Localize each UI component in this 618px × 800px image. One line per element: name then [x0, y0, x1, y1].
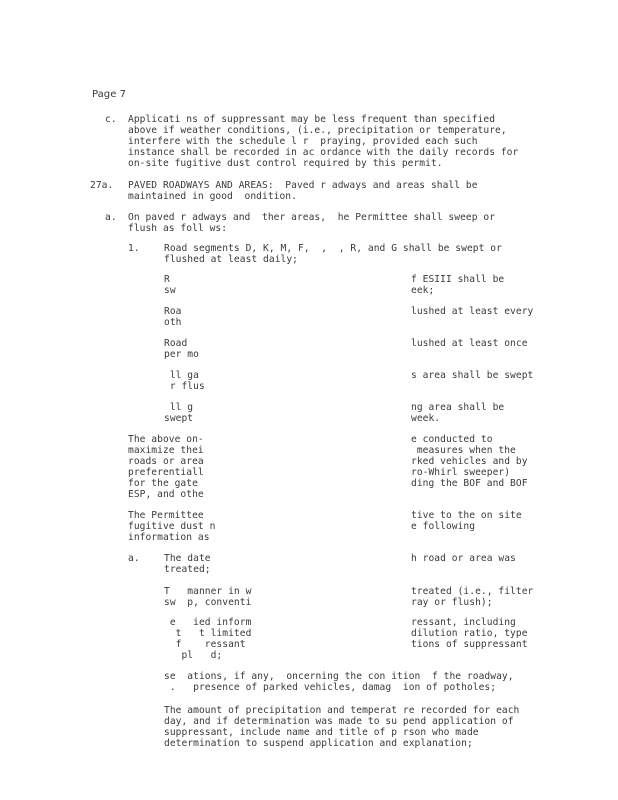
text-fragment: Roa [164, 306, 182, 317]
text-fragment: sw p, conventi [164, 597, 252, 608]
text-fragment: dilution ratio, type [411, 628, 528, 639]
para-a-line: flush as foll ws: [128, 223, 228, 234]
text-fragment: ray or flush); [411, 597, 493, 608]
text-fragment: ding the BOF and BOF [411, 478, 528, 489]
section-27a-line: PAVED ROADWAYS AND AREAS: Paved r adways and areas shall be [128, 180, 478, 191]
text-fragment: measures when the [411, 445, 516, 456]
sub-a-marker: a. [128, 553, 140, 564]
text-fragment: roads or area [128, 456, 204, 467]
text-fragment: ll ga [164, 370, 199, 381]
text-fragment: fugitive dust n [128, 521, 216, 532]
text-fragment: The Permittee [128, 510, 204, 521]
text-fragment: preferentiall [128, 467, 204, 478]
para-c-line: instance shall be recorded in ac ordance with the daily records for [128, 147, 519, 158]
text-fragment: oth [164, 317, 182, 328]
text-line: determination to suspend application and explanation; [164, 738, 473, 749]
text-fragment: Road [164, 338, 188, 349]
text-fragment: f ressant [164, 639, 246, 650]
text-line: day, and if determination was made to su pend application of [164, 716, 514, 727]
text-line: . presence of parked vehicles, damag ion of potholes; [164, 682, 497, 693]
text-fragment: tions of suppressant [411, 639, 528, 650]
para-c-marker: c. [105, 114, 117, 125]
para-c-line: above if weather conditions, (i.e., precipitation or temperature, [128, 125, 507, 136]
item-1-line: Road segments D, K, M, F, , , R, and G shall be swept or [164, 243, 502, 254]
text-fragment: T manner in w [164, 586, 252, 597]
text-fragment: sw [164, 285, 176, 296]
text-fragment: s area shall be swept [411, 370, 534, 381]
text-line: suppressant, include name and title of p rson who made [164, 727, 479, 738]
text-fragment: lushed at least once [411, 338, 528, 349]
text-fragment: pl d; [164, 650, 223, 661]
text-fragment: information as [128, 532, 210, 543]
text-fragment: f ESIII shall be [411, 274, 505, 285]
text-fragment: rked vehicles and by [411, 456, 528, 467]
item-1-marker: 1. [128, 243, 140, 254]
text-fragment: R [164, 274, 170, 285]
text-fragment: e conducted to [411, 434, 493, 445]
text-fragment: ressant, including [411, 617, 516, 628]
text-fragment: h road or area was [411, 553, 516, 564]
para-a-marker: a. [105, 212, 117, 223]
text-fragment: e ied inform [164, 617, 252, 628]
text-line: se ations, if any, oncerning the con ition f the roadway, [164, 671, 514, 682]
text-fragment: treated (i.e., filter [411, 586, 534, 597]
para-c-line: on-site fugitive dust control required by this permit. [128, 158, 443, 169]
section-27a-line: maintained in good ondition. [128, 191, 297, 202]
text-fragment: ll g [164, 402, 194, 413]
text-fragment: ESP, and othe [128, 489, 204, 500]
text-fragment: The date [164, 553, 211, 564]
text-fragment: r flus [164, 381, 205, 392]
text-fragment: t t limited [164, 628, 252, 639]
text-line: The amount of precipitation and temperat re recorded for each [164, 705, 520, 716]
page-label: Page 7 [92, 89, 127, 100]
text-fragment: e following [411, 521, 476, 532]
text-fragment: ro-Whirl sweeper) [411, 467, 511, 478]
para-a-line: On paved r adways and ther areas, he Permittee shall sweep or [128, 212, 496, 223]
text-fragment: eek; [411, 285, 435, 296]
section-27a-marker: 27a. [90, 180, 114, 191]
text-fragment: The above on- [128, 434, 204, 445]
text-fragment: treated; [164, 564, 211, 575]
item-1-line: flushed at least daily; [164, 254, 298, 265]
text-fragment: for the gate [128, 478, 198, 489]
text-fragment: per mo [164, 349, 199, 360]
text-fragment: ng area shall be [411, 402, 505, 413]
para-c-line: interfere with the schedule l r praying, provided each such [128, 136, 478, 147]
text-fragment: maximize thei [128, 445, 204, 456]
para-c-line: Applicati ns of suppressant may be less frequent than specified [128, 114, 496, 125]
text-fragment: lushed at least every [411, 306, 534, 317]
text-fragment: tive to the on site [411, 510, 522, 521]
text-fragment: swept [164, 413, 194, 424]
text-fragment: week. [411, 413, 441, 424]
